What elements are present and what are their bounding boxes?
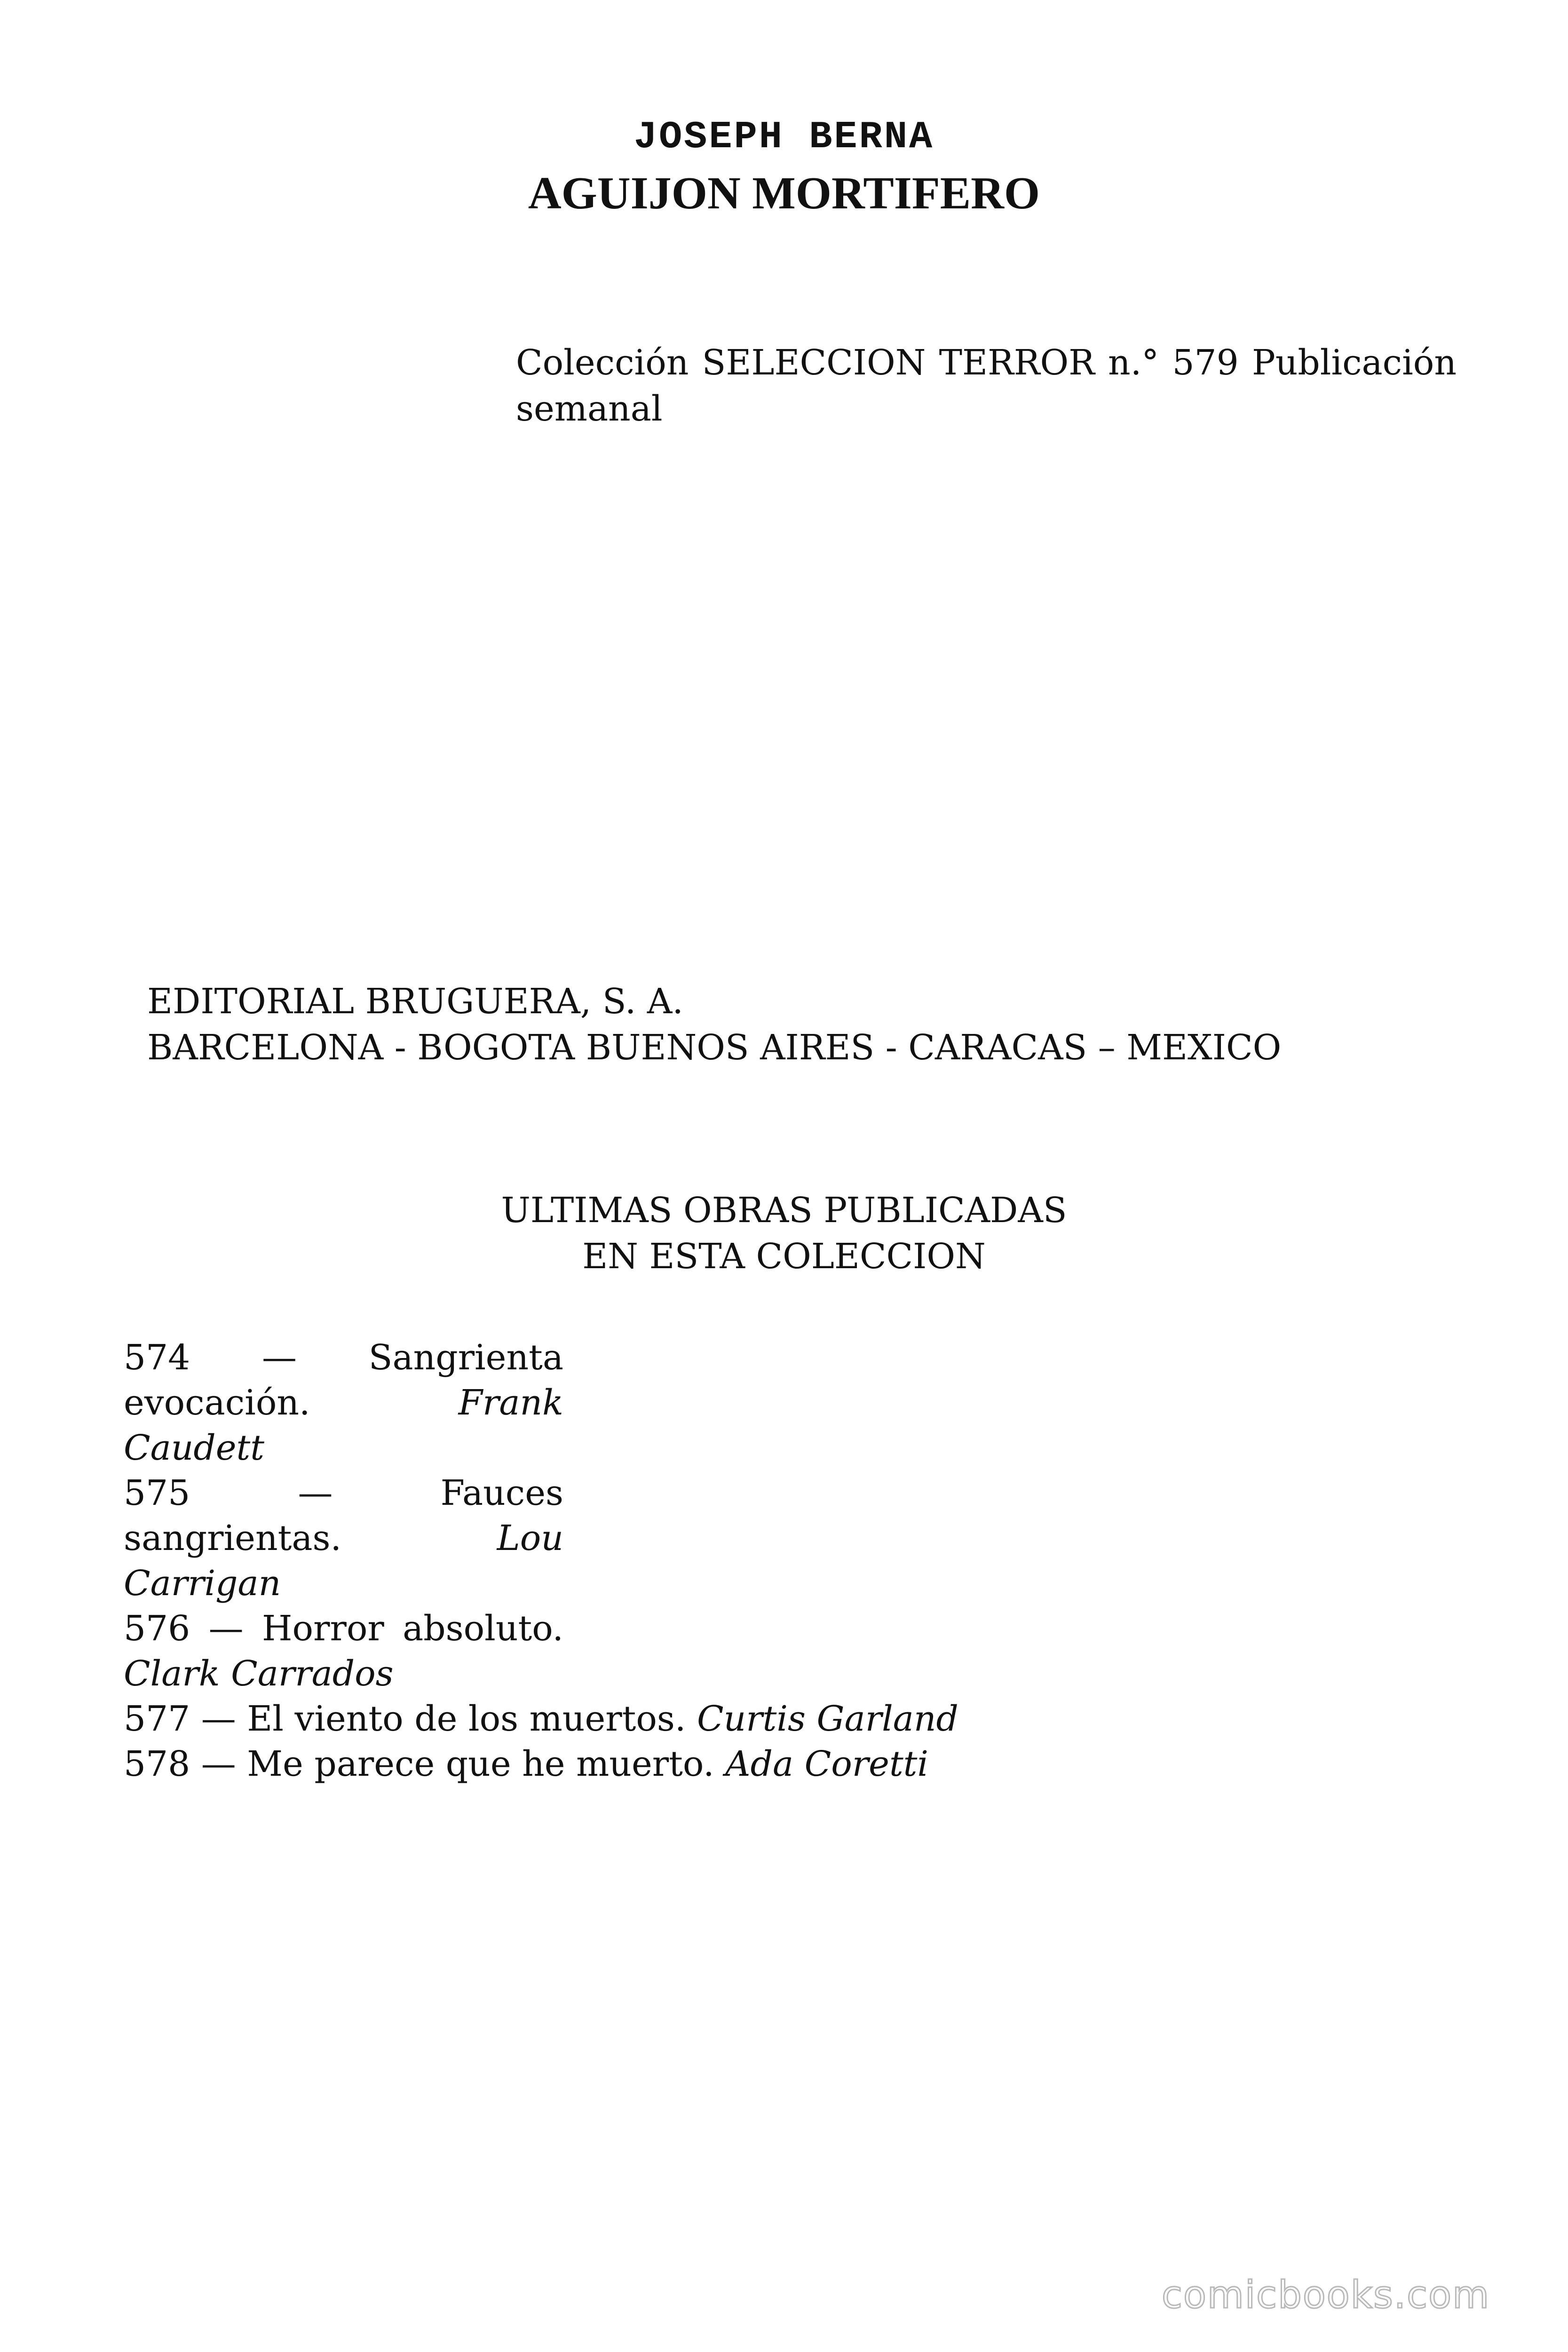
work-title: 576 — Horror absoluto. xyxy=(124,1608,563,1649)
work-author: Lou Carrigan xyxy=(124,1518,563,1604)
work-title: 578 — Me parece que he muerto. xyxy=(124,1744,714,1784)
work-author: Clark Carrados xyxy=(124,1653,394,1694)
work-title: 575 — Fauces sangrientas. xyxy=(124,1473,563,1558)
collection-note: Colección SELECCION TERROR n.° 579 Publicación semanal xyxy=(516,342,1457,429)
publisher-name: EDITORIAL BRUGUERA, S. A. xyxy=(147,981,683,1022)
work-title: 577 — El viento de los muertos. xyxy=(124,1699,686,1739)
publisher-cities: BARCELONA - BOGOTA BUENOS AIRES - CARACAS – MEXICO xyxy=(147,1027,1282,1068)
book-title: AGUIJON MORTIFERO xyxy=(528,168,1040,219)
publisher-block xyxy=(147,978,1281,1071)
list-item xyxy=(124,1741,958,1787)
work-author: Ada Coretti xyxy=(725,1744,929,1784)
works-list xyxy=(124,1335,958,1787)
book-author: JOSEPH BERNA xyxy=(634,115,934,159)
list-item xyxy=(124,1606,563,1696)
works-heading-line-1: ULTIMAS OBRAS PUBLICADAS xyxy=(501,1190,1067,1231)
works-heading xyxy=(0,1187,1568,1279)
list-item xyxy=(124,1696,958,1741)
watermark-logo: comicbooks.com xyxy=(1162,2273,1490,2317)
work-author: Curtis Garland xyxy=(697,1699,958,1739)
works-heading-line-2: EN ESTA COLECCION xyxy=(582,1236,986,1277)
work-title: 574 — Sangrienta evocación. xyxy=(124,1337,563,1423)
work-author: Frank Caudett xyxy=(124,1383,563,1468)
list-item xyxy=(124,1470,563,1606)
list-item xyxy=(124,1335,563,1470)
